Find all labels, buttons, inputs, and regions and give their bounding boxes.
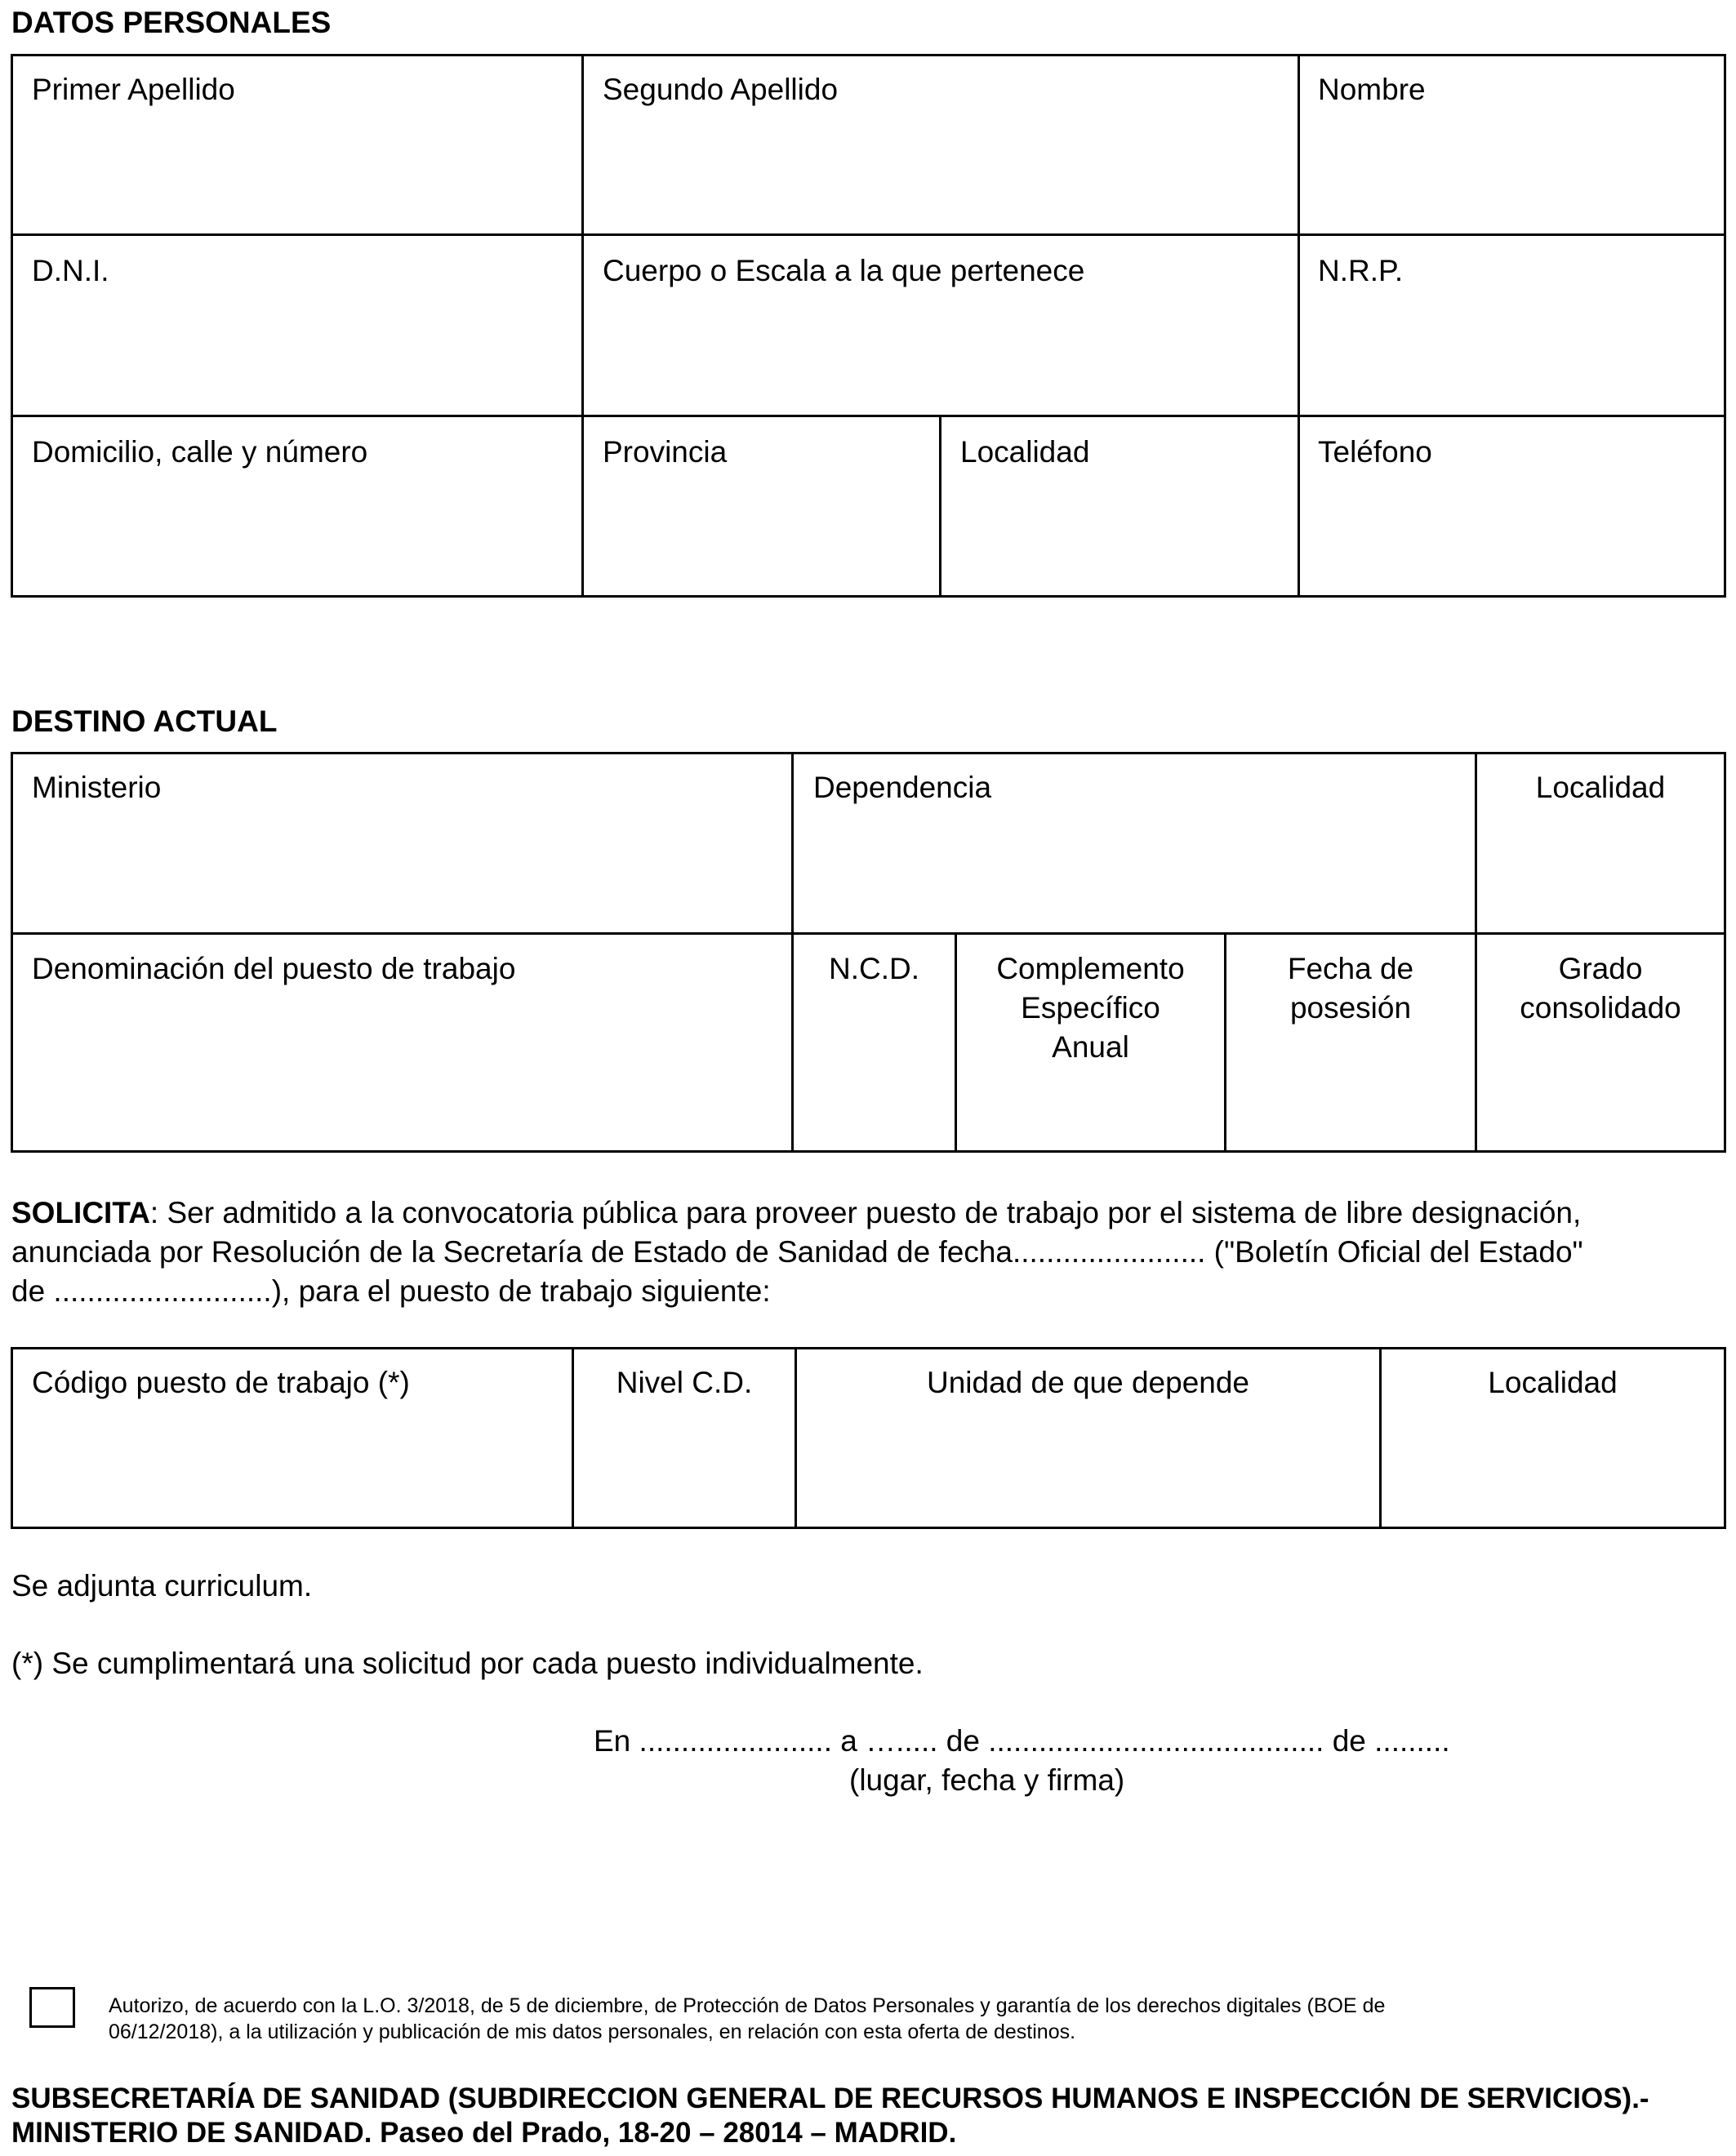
request-line: anunciada por Resolución de la Secretaría de Estado de Sanidad de fecha....................... ("Boletín Oficial del Estado" xyxy=(11,1235,1583,1269)
request-paragraph xyxy=(11,1194,1730,1311)
field-complemento-especifico[interactable] xyxy=(957,949,1224,1067)
field-fecha-posesion[interactable] xyxy=(1226,949,1475,1028)
field-localidad[interactable]: Localidad xyxy=(960,435,1090,469)
consent-checkbox[interactable] xyxy=(29,1987,75,2028)
label-line: Específico xyxy=(1021,991,1160,1025)
column-divider xyxy=(1298,54,1300,598)
field-grado-consolidado[interactable] xyxy=(1477,949,1724,1028)
field-denominacion-puesto[interactable]: Denominación del puesto de trabajo xyxy=(32,952,516,985)
consent-text xyxy=(109,1993,1709,2045)
field-unidad-depende[interactable]: Unidad de que depende xyxy=(926,1366,1250,1399)
signature-line: En ....................... a …..... de ........................................ de ......... xyxy=(594,1724,1450,1758)
footer-address xyxy=(11,2082,1649,2150)
request-line xyxy=(11,1194,1730,1233)
label-line: Anual xyxy=(1052,1030,1129,1064)
request-line: de ..........................), para el puesto de trabajo siguiente: xyxy=(11,1274,771,1308)
label-line: Complemento xyxy=(996,952,1185,985)
footnote-asterisk: (*) Se cumplimentará una solicitud por cada puesto individualmente. xyxy=(11,1647,924,1680)
field-provincia[interactable]: Provincia xyxy=(603,435,728,469)
field-telefono[interactable]: Teléfono xyxy=(1318,435,1432,469)
field-nrp[interactable]: N.R.P. xyxy=(1318,254,1404,287)
field-nivel-cd[interactable]: Nivel C.D. xyxy=(616,1366,753,1399)
label-line: consolidado xyxy=(1520,991,1681,1025)
field-dependencia[interactable]: Dependencia xyxy=(813,771,992,804)
field-ministerio[interactable]: Ministerio xyxy=(32,771,162,804)
field-ncd[interactable]: N.C.D. xyxy=(829,952,919,985)
field-localidad-destino[interactable]: Localidad xyxy=(1535,771,1666,804)
personal-data-table xyxy=(11,54,1726,598)
field-localidad-puesto[interactable]: Localidad xyxy=(1488,1366,1618,1399)
label-line: Grado xyxy=(1558,952,1643,985)
row-divider xyxy=(11,932,1726,935)
field-segundo-apellido[interactable]: Segundo Apellido xyxy=(603,73,839,106)
current-post-heading: DESTINO ACTUAL xyxy=(11,705,278,738)
column-divider xyxy=(581,54,584,598)
curriculum-note: Se adjunta curriculum. xyxy=(11,1569,313,1603)
row-divider xyxy=(11,233,1726,236)
signature-caption: (lugar, fecha y firma) xyxy=(849,1763,1125,1797)
footer-line: SUBSECRETARÍA DE SANIDAD (SUBDIRECCION GENERAL DE RECURSOS HUMANOS E INSPECCIÓN DE SERVICIOS).- xyxy=(11,2083,1649,2114)
field-domicilio[interactable]: Domicilio, calle y número xyxy=(32,435,368,469)
row-divider xyxy=(11,415,1726,417)
request-text: : Ser admitido a la convocatoria pública para proveer puesto de trabajo por el sistema de libre designación, xyxy=(149,1196,1582,1229)
request-label: SOLICITA xyxy=(11,1196,150,1229)
column-divider xyxy=(939,415,941,598)
label-line: posesión xyxy=(1289,991,1412,1025)
consent-line: Autorizo, de acuerdo con la L.O. 3/2018, de 5 de diciembre, de Protección de Datos Personales y garantía de los derechos digitales (BOE de xyxy=(109,1994,1386,2017)
footer-line: MINISTERIO DE SANIDAD. Paseo del Prado, 18-20 – 28014 – MADRID. xyxy=(11,2117,957,2149)
field-primer-apellido[interactable]: Primer Apellido xyxy=(32,73,235,106)
personal-data-heading: DATOS PERSONALES xyxy=(11,6,332,39)
consent-line: 06/12/2018), a la utilización y publicación de mis datos personales, en relación con esta oferta de destinos. xyxy=(109,2020,1076,2043)
field-cuerpo-escala[interactable]: Cuerpo o Escala a la que pertenece xyxy=(603,254,1085,287)
field-nombre[interactable]: Nombre xyxy=(1318,73,1426,106)
field-codigo-puesto[interactable]: Código puesto de trabajo (*) xyxy=(32,1366,410,1399)
label-line: Fecha de xyxy=(1287,952,1414,985)
field-dni[interactable]: D.N.I. xyxy=(32,254,109,287)
